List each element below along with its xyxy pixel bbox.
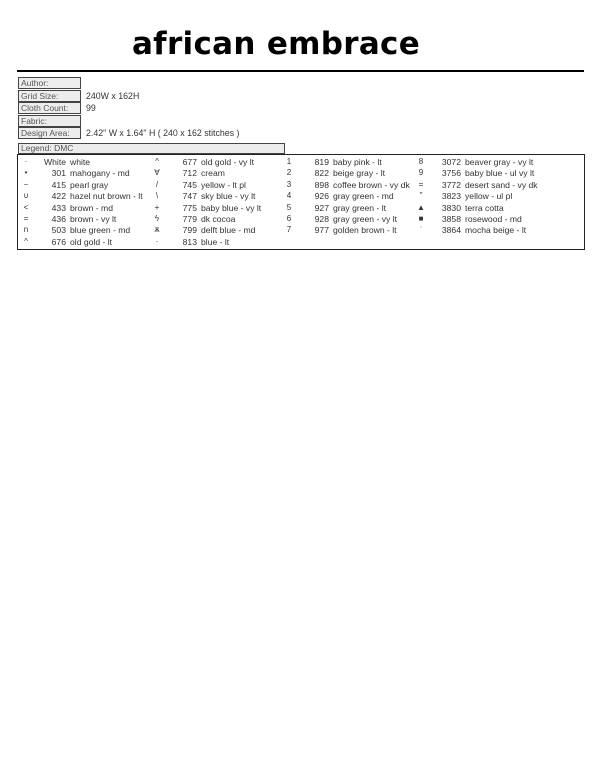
legend-name: terra cotta: [465, 202, 504, 213]
info-row-cloth-count: [18, 102, 418, 115]
info-label: Fabric:: [18, 115, 81, 127]
info-row-design-area: [18, 127, 418, 140]
legend-symbol: ▲: [417, 202, 425, 212]
legend-name: cream: [201, 168, 225, 179]
legend-number: 677: [182, 157, 197, 167]
info-row-author: [18, 77, 418, 90]
legend-name: old gold - vy lt: [201, 157, 255, 167]
legend-symbol: ϟ: [154, 214, 160, 223]
legend-name: gray green - vy lt: [333, 214, 397, 224]
legend-symbol: 5: [286, 202, 292, 212]
legend-symbol: =: [418, 179, 424, 189]
legend-number: 977: [314, 225, 329, 236]
page-title: african embrace: [131, 26, 421, 62]
legend-name: brown - vy lt: [70, 214, 117, 224]
legend-symbol: 4: [286, 191, 292, 201]
legend-name: delft blue - md: [201, 225, 256, 236]
info-row-grid-size: [18, 90, 418, 103]
legend-number: 779: [182, 214, 197, 224]
legend-number: 433: [51, 202, 66, 213]
legend-number: 415: [51, 179, 66, 190]
legend-symbol: ˈ: [419, 225, 423, 235]
legend-number: 3830: [441, 202, 461, 213]
legend-symbol: 2: [286, 168, 292, 178]
legend-symbol: ∀: [154, 168, 160, 178]
legend-name: blue green - md: [70, 225, 131, 236]
legend-number: 926: [314, 191, 329, 202]
legend-name: desert sand - vy dk: [465, 179, 538, 190]
legend-name: old gold - lt: [70, 236, 113, 247]
legend-symbol: ѫ: [154, 225, 160, 235]
legend-symbol: \: [155, 191, 159, 201]
legend-symbol: <: [23, 202, 29, 212]
legend-name: beaver gray - vy lt: [465, 157, 534, 167]
legend-name: baby pink - lt: [333, 157, 382, 167]
legend-symbol: =: [23, 214, 29, 223]
legend-symbol: •: [24, 168, 28, 178]
legend-name: mocha beige - lt: [465, 225, 527, 236]
legend-number: 799: [182, 225, 197, 236]
legend-symbol: ^: [24, 236, 28, 246]
legend-number: 819: [314, 157, 329, 167]
legend-name: baby blue - vy lt: [201, 202, 262, 213]
legend-number: 3823: [441, 191, 461, 202]
info-value: 2.42" W x 1.64" H ( 240 x 162 stitches ): [86, 128, 240, 139]
legend-name: gray green - lt: [333, 202, 387, 213]
info-label: Grid Size:: [18, 90, 81, 102]
legend-name: hazel nut brown - lt: [70, 191, 143, 202]
legend-symbol: +: [154, 202, 160, 212]
legend-number: 813: [182, 236, 197, 247]
legend-number: 3864: [441, 225, 461, 236]
legend-symbol: n: [23, 225, 29, 235]
info-value: 240W x 162H: [86, 90, 140, 101]
legend-number: 747: [182, 191, 197, 202]
info-label: Design Area:: [18, 127, 81, 139]
chart-info: [18, 77, 418, 140]
legend-symbol: 7: [286, 225, 292, 235]
legend-name: baby blue - ul vy lt: [465, 168, 535, 179]
legend-number: 928: [314, 214, 329, 224]
legend-symbol: /: [155, 179, 159, 189]
legend-symbol: −: [23, 179, 29, 189]
legend-name: mahogany - md: [70, 168, 130, 179]
legend-number: 927: [314, 202, 329, 213]
legend-symbol: 8: [418, 157, 424, 166]
legend-table: [17, 154, 585, 250]
legend-name: white: [70, 157, 91, 167]
info-label: Cloth Count:: [18, 102, 81, 114]
legend-name: brown - md: [70, 202, 113, 213]
legend-name: golden brown - lt: [333, 225, 397, 236]
info-label: Author:: [18, 77, 81, 89]
legend-symbol: 9: [418, 168, 424, 178]
legend-symbol: ·: [155, 236, 159, 246]
legend-number: 422: [51, 191, 66, 202]
legend-symbol: ·: [24, 157, 28, 166]
legend-number: 745: [182, 179, 197, 190]
title-rule: [17, 70, 584, 72]
legend-number: 712: [182, 168, 197, 179]
legend-number: White: [44, 157, 66, 167]
legend-name: pearl gray: [70, 179, 109, 190]
legend-name: yellow - ul pl: [465, 191, 513, 202]
info-row-fabric: [18, 115, 418, 128]
legend-number: 301: [51, 168, 66, 179]
info-value: 99: [86, 103, 96, 114]
legend-number: 3858: [441, 214, 461, 224]
legend-symbol: 3: [286, 179, 292, 189]
legend-name: yellow - lt pl: [201, 179, 246, 190]
legend-symbol: ^: [155, 157, 159, 166]
legend-number: 436: [51, 214, 66, 224]
legend-symbol: ■: [418, 214, 424, 223]
legend-name: rosewood - md: [465, 214, 522, 224]
legend-symbol: υ: [23, 191, 29, 201]
legend-symbol: 6: [286, 214, 292, 223]
legend-number: 775: [182, 202, 197, 213]
legend-name: blue - lt: [201, 236, 230, 247]
legend-name: gray green - md: [333, 191, 394, 202]
legend-symbol: 1: [286, 157, 292, 166]
legend-name: sky blue - vy lt: [201, 191, 256, 202]
legend-number: 898: [314, 179, 329, 190]
legend-symbol: ": [419, 191, 423, 201]
legend-number: 3772: [441, 179, 461, 190]
legend-name: coffee brown - vy dk: [333, 179, 410, 190]
legend-number: 503: [51, 225, 66, 236]
legend-number: 3756: [441, 168, 461, 179]
legend-number: 676: [51, 236, 66, 247]
legend-number: 3072: [441, 157, 461, 167]
legend-name: beige gray - lt: [333, 168, 386, 179]
legend-name: dk cocoa: [201, 214, 236, 224]
legend-title: Legend: DMC: [18, 143, 285, 154]
legend-number: 822: [314, 168, 329, 179]
